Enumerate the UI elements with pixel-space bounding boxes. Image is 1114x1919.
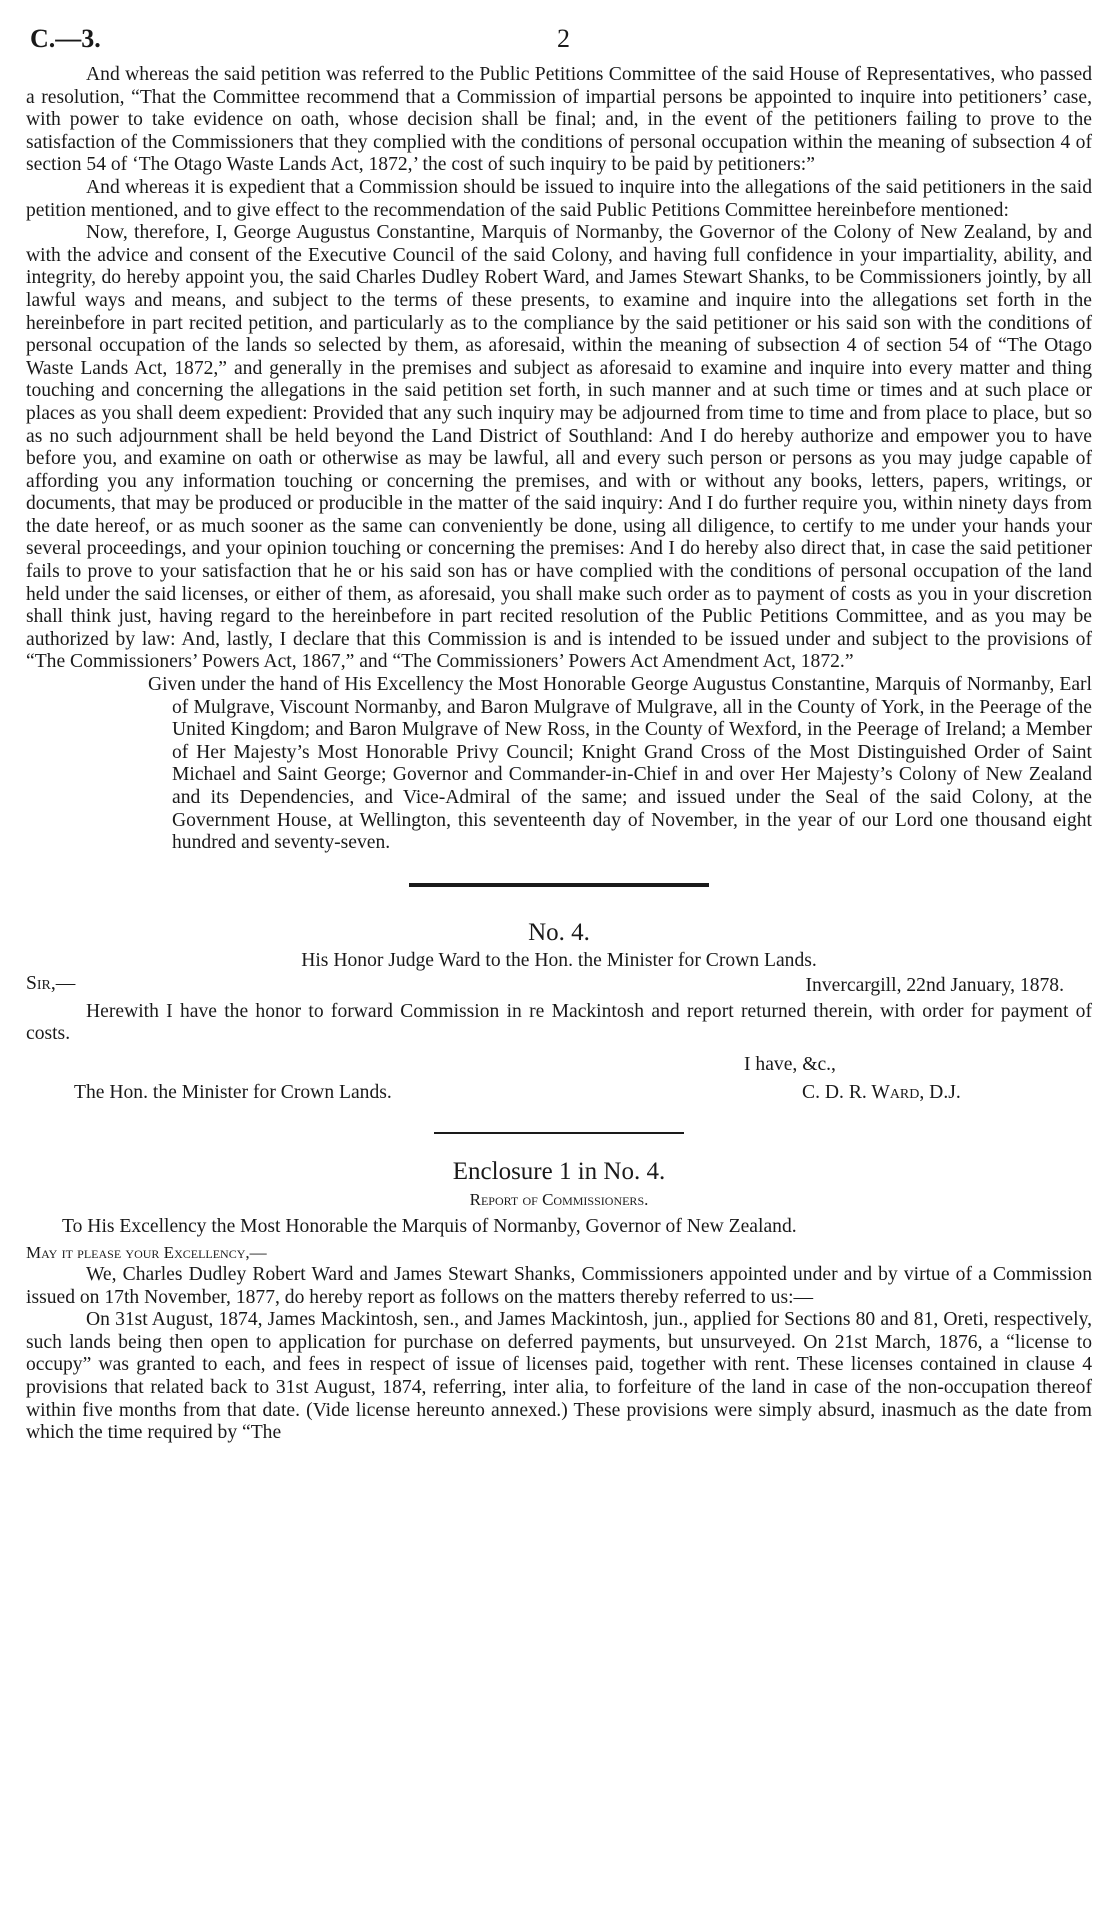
report-paragraph: On 31st August, 1874, James Mackintosh, sen., and James Mackintosh, jun., applied for Sections 80 and 81, Oreti, respectively, such lands being then open to application for purchase on deferred payments, but unsurveyed. On 21st March, 1876, a “license to occupy” was granted to each, and fees in respect of issue of licenses paid, together with rent. These licenses contained in clause 4 provisions that related back to 31st August, 1874, referring, inter alia, to forfeiture of the land in case of the non-occupation thereof within five months from that date. (Vide license hereunto annexed.) These provisions were simply absurd, inasmuch as the date from which the time required by “The [26, 1309, 1092, 1444]
letter-signature-block [26, 1054, 1092, 1110]
report-paragraph: We, Charles Dudley Robert Ward and James Stewart Shanks, Commissioners appointed under and by virtue of a Commission issued on 17th November, 1877, do hereby report as follows on the matters thereby referred to us:— [26, 1263, 1092, 1308]
commission-text [26, 64, 1092, 855]
document-code: C.—3. [30, 24, 101, 53]
letter-addressee: The Hon. the Minister for Crown Lands. [74, 1081, 392, 1103]
letter-number-heading: No. 4. [528, 918, 590, 946]
report-salutation: May it please your Excellency,— [26, 1242, 267, 1262]
letter-closing: I have, &c., [744, 1053, 836, 1075]
letter-place-date: Invercargill, 22nd January, 1878. [805, 974, 1064, 996]
given-under-clause: Given under the hand of His Excellency the Most Honorable George Augustus Constantine, Marquis of Normanby, Earl of Mulgrave, Viscount Normanby, and Baron Mulgrave of Mulgrave, all in the County of York, in the Peerage of the United Kingdom; and Baron Mulgrave of New Ross, in the County of Wexford, in the Peerage of Ireland; a Member of Her Majesty’s Most Honorable Privy Council; Knight Grand Cross of the Most Distinguished Order of Saint Michael and Saint George; Governor and Commander-in-Chief in and over Her Majesty’s Colony of New Zealand and its Dependencies, and Vice-Admiral of the same; and issued under the Seal of the said Colony, at the Government House, at Wellington, this seventeenth day of November, in the year of our Lord one thousand eight hundred and seventy-seven. [148, 674, 1092, 854]
report-address: To His Excellency the Most Honorable the Marquis of Normanby, Governor of New Zealand. [62, 1215, 797, 1237]
letter-body: Herewith I have the honor to forward Commission in re Mackintosh and report returned therein, with order for payment of costs. [26, 1000, 1092, 1045]
commission-paragraph: Now, therefore, I, George Augustus Constantine, Marquis of Normanby, the Governor of the Colony of New Zealand, by and with the advice and consent of the Executive Council of the said Colony, and having full confidence in your impartiality, ability, and integrity, do hereby appoint you, the said Charles Dudley Robert Ward, and James Stewart Shanks, to be Commissioners jointly, by all lawful ways and means, and subject to the terms of these presents, to examine and inquire into the allegations set forth in the hereinbefore in part recited petition, and particularly as to the compliance by the said petitioner or his said son with the conditions of personal occupation of the lands so selected by them, as aforesaid, within the meaning of subsection 4 of section 54 of “The Otago Waste Lands Act, 1872,” and generally in the premises and subject as aforesaid to examine and inquire into every matter and thing touching and concerning the allegations in the said petition set forth, in such manner and at such time or times and at such place or places as you shall deem expedient: Provided that any such inquiry may be adjourned from time to time and from place to place, but so as no such adjournment shall be held beyond the Land District of Southland: And I do hereby authorize and empower you to have before you, and examine on oath or otherwise as may be lawful, all and every such person or persons as you may judge capable of affording you any information touching or concerning the premises, and with or without any books, letters, papers, writings, or documents, that may be produced or producible in the matter of the said inquiry: And I do further require you, within ninety days from the date hereof, or as much sooner as the same can conveniently be done, using all diligence, to certify to me under your hands your several proceedings, and your opinion touching or concerning the premises: And I do hereby also direct that, in case the said petitioner fails to prove to your satisfaction that he or his said son has or have complied with the conditions of personal occupation of the land held under the said licenses, or either of them, as aforesaid, you shall make such order as to payment of costs as you in your discretion shall think just, having regard to the hereinbefore in part recited resolution of the Public Petitions Committee, and as you may be authorized by law: And, lastly, I declare that this Commission is and is intended to be issued under and subject to the provisions of “The Commissioners’ Powers Act, 1867,” and “The Commissioners’ Powers Act Amendment Act, 1872.” [26, 222, 1092, 673]
letter-signature: C. D. R. Ward, D.J. [802, 1081, 961, 1103]
letter-subheading: His Honor Judge Ward to the Hon. the Minister for Crown Lands. [301, 949, 817, 971]
section-divider [409, 883, 709, 887]
section-divider [434, 1132, 684, 1134]
report-subheading: Report of Commissioners. [469, 1189, 649, 1209]
salutation-line [26, 973, 1092, 1001]
report-text [26, 1264, 1092, 1445]
page-header [26, 24, 1092, 64]
enclosure-heading: Enclosure 1 in No. 4. [452, 1157, 666, 1185]
letter-salutation: Sir,— [26, 972, 76, 994]
page-number: 2 [557, 24, 570, 53]
document-page [26, 24, 1092, 1445]
commission-paragraph: And whereas the said petition was referred to the Public Petitions Committee of the said House of Representatives, who passed a resolution, “That the Committee recommend that a Commission of impartial persons be appointed to inquire into petitioners’ case, with power to take evidence on oath, whose decision shall be final; and, in the event of the petitioners failing to prove to the satisfaction of the Commissioners that they complied with the conditions of personal occupation within the meaning of subsection 4 of section 54 of ‘The Otago Waste Lands Act, 1872,’ the cost of such inquiry to be paid by petitioners:” [26, 64, 1092, 176]
commission-paragraph: And whereas it is expedient that a Commission should be issued to inquire into the allegations of the said petitioners in the said petition mentioned, and to give effect to the recommendation of the said Public Petitions Committee hereinbefore mentioned: [26, 176, 1092, 221]
